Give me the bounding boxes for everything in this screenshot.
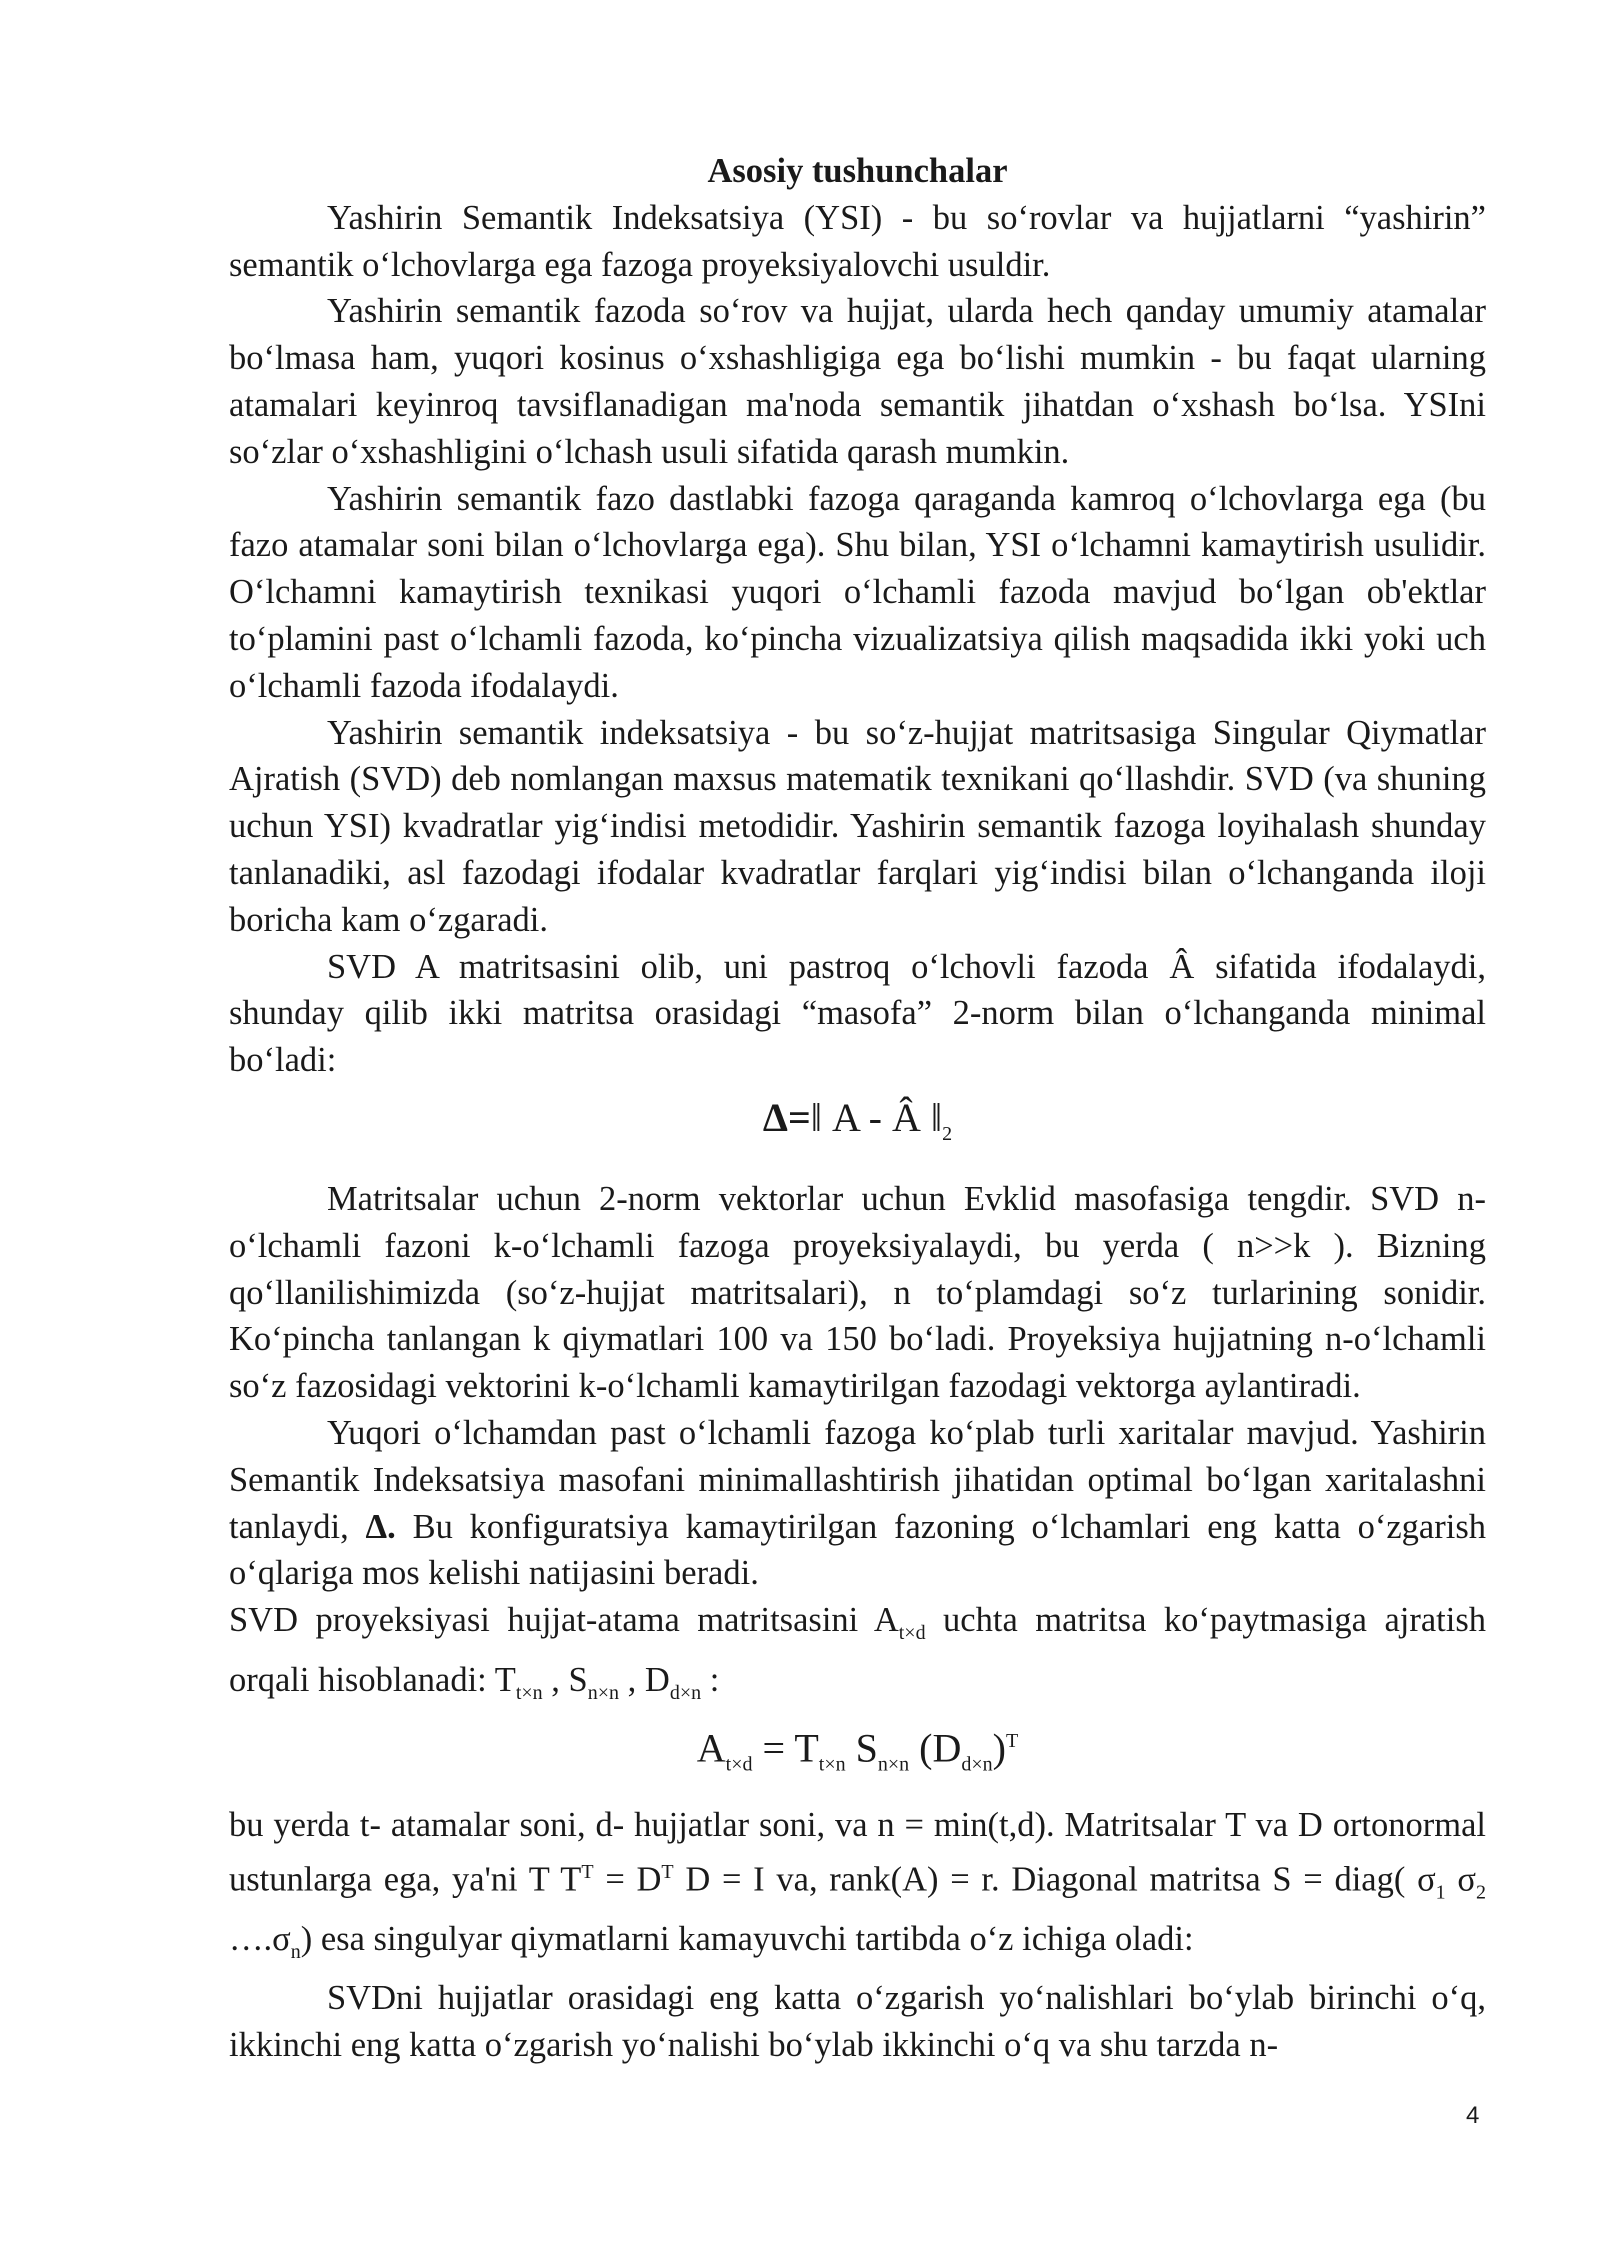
paragraph-9 xyxy=(229,1802,1486,1976)
p8-text: , S xyxy=(542,1660,588,1699)
f2-sup: T xyxy=(1006,1730,1019,1753)
paragraph-7-text: Yuqori o‘lchamdan past o‘lchamli fazoga ko‘plab turli xaritalar mavjud. Yashirin Semantik Indeksatsiya masofani minimallashtirish jihatidan optimal bo‘lgan xaritalashni tanlaydi, xyxy=(229,1413,1486,1546)
f2-part: A xyxy=(696,1725,726,1771)
page-number: 4 xyxy=(1466,2102,1480,2129)
p8-sub: n×n xyxy=(587,1681,620,1704)
p8-text: : xyxy=(701,1660,720,1699)
f2-part: (D xyxy=(909,1725,962,1771)
norm-expression: ‖ A - Â ‖ xyxy=(810,1094,943,1140)
paragraph-8 xyxy=(229,1597,1486,1716)
p8-sub: d×n xyxy=(669,1681,702,1704)
p8-text: SVD proyeksiyasi hujjat-atama matritsasini A xyxy=(229,1601,899,1640)
p9-sup: T xyxy=(661,1860,674,1883)
paragraph-4: Yashirin semantik indeksatsiya - bu so‘z-hujjat matritsasiga Singular Qiymatlar Ajratish (SVD) deb nomlangan maxsus matematik texnikani qo‘llashdir. SVD (va shuning uchun YSI) kvadratlar yig‘indisi metodidir. Yashirin semantik fazoga loyihalash shunday tanlanadiki, asl fazodagi ifodalar kvadratlar farqlari yig‘indisi bilan o‘lchanganda iloji boricha kam o‘zgaradi. xyxy=(229,713,1486,939)
f2-part: S xyxy=(845,1725,878,1771)
paragraph-3: Yashirin semantik fazo dastlabki fazoga qaraganda kamroq o‘lchovlarga ega (bu fazo atamalar soni bilan o‘lchovlarga ega). Shu bilan, YSI o‘lchamni kamaytirish usulidir. O‘lchamni kamaytirish texnikasi yuqori o‘lchamli fazoda mavjud bo‘lgan ob'ektlar to‘plamini past o‘lchamli fazoda, ko‘pincha vizualizatsiya qilish maqsadida ikki yoki uch o‘lchamli fazoda ifodalaydi. xyxy=(229,479,1486,705)
section-title: Asosiy tushunchalar xyxy=(707,152,1008,190)
delta-inline: Δ. xyxy=(365,1507,396,1546)
paragraph-10: SVDni hujjatlar orasidagi eng katta o‘zgarish yo‘nalishlari bo‘ylab birinchi o‘q, ikkinchi eng katta o‘zgarish yo‘nalishi bo‘ylab ikkinchi o‘q va shu tarzda n- xyxy=(229,1979,1486,2065)
f2-sub: d×n xyxy=(961,1753,993,1776)
svd-formula xyxy=(229,1716,1486,1789)
paragraph-2: Yashirin semantik fazoda so‘rov va hujjat, ularda hech qanday umumiy atamalar bo‘lmasa ham, yuqori kosinus o‘xshashligiga ega bo‘lishi mumkin - bu faqat ularning atamalari keyinroq tavsiflanadigan ma'noda semantik jihatdan o‘xshash bo‘lsa. YSIni so‘zlar o‘xshashligini o‘lchash usuli sifatida qarash mumkin. xyxy=(229,292,1486,471)
p9-text: bu yerda t- atamalar soni, d- hujjatlar soni, va n = min(t,d). Matritsalar T va D ortonormal ustunlarga ega, ya'ni T T xyxy=(229,1805,1486,1899)
p9-sub: 2 xyxy=(1476,1881,1486,1903)
f2-sub: t×d xyxy=(725,1753,753,1776)
f2-sub: n×n xyxy=(877,1753,910,1776)
paragraph-5: SVD A matritsasini olib, uni pastroq o‘lchovli fazoda Â sifatida ifodalaydi, shunday qilib ikki matritsa orasidagi “masofa” 2-norm bilan o‘lchanganda minimal bo‘ladi: xyxy=(229,947,1486,1080)
f2-part: ) xyxy=(992,1725,1006,1771)
p8-sub: t×d xyxy=(898,1622,926,1644)
p9-sub: 1 xyxy=(1435,1881,1446,1903)
p9-text: D = I va, rank(A) = r. Diagonal matritsa S = diag( σ xyxy=(673,1860,1436,1899)
paragraph-7-text-end: Bu konfiguratsiya kamaytirilgan fazoning o‘lchamlari eng katta o‘zgarish o‘qlariga mos kelishi natijasini beradi. xyxy=(229,1507,1486,1593)
norm-formula xyxy=(229,1092,1486,1160)
paragraph-1: Yashirin Semantik Indeksatsiya (YSI) - bu so‘rovlar va hujjatlarni “yashirin” semantik o‘lchovlarga ega fazoga proyeksiyalovchi usuldir. xyxy=(229,198,1486,284)
f2-part: = T xyxy=(752,1725,819,1771)
paragraph-6: Matritsalar uchun 2-norm vektorlar uchun Evklid masofasiga tengdir. SVD n-o‘lchamli fazoni k-o‘lchamli fazoga proyeksiyalaydi, bu yerda ( n>>k ). Bizning qo‘llanilishimizda (so‘z-hujjat matritsalari), n to‘plamdagi so‘z turlarining sonidir. Ko‘pincha tanlangan k qiymatlari 100 va 150 bo‘ladi. Proyeksiya hujjatning n-o‘lchamli so‘z fazosidagi vektorini k-o‘lchamli kamaytirilgan fazodagi vektorga aylantiradi. xyxy=(229,1179,1486,1406)
p8-text: , D xyxy=(619,1660,670,1699)
p9-text: ) esa singulyar qiymatlarni kamayuvchi tartibda o‘z ichiga oladi: xyxy=(300,1919,1194,1958)
p9-text: σ xyxy=(1445,1860,1476,1899)
p9-sup: T xyxy=(581,1860,594,1883)
p8-text: uchta matritsa ko‘paytmasiga ajratish orqali hisoblanadi: T xyxy=(229,1601,1486,1699)
p9-text: ….σ xyxy=(229,1919,291,1958)
paragraph-7 xyxy=(229,1410,1486,1597)
delta-symbol: Δ= xyxy=(762,1094,811,1140)
norm-subscript: 2 xyxy=(942,1122,953,1145)
f2-sub: t×n xyxy=(818,1753,846,1776)
document-page xyxy=(229,148,1486,2069)
p9-sub: n xyxy=(290,1940,301,1963)
p8-sub: t×n xyxy=(515,1681,543,1704)
p9-text: = D xyxy=(593,1860,662,1899)
